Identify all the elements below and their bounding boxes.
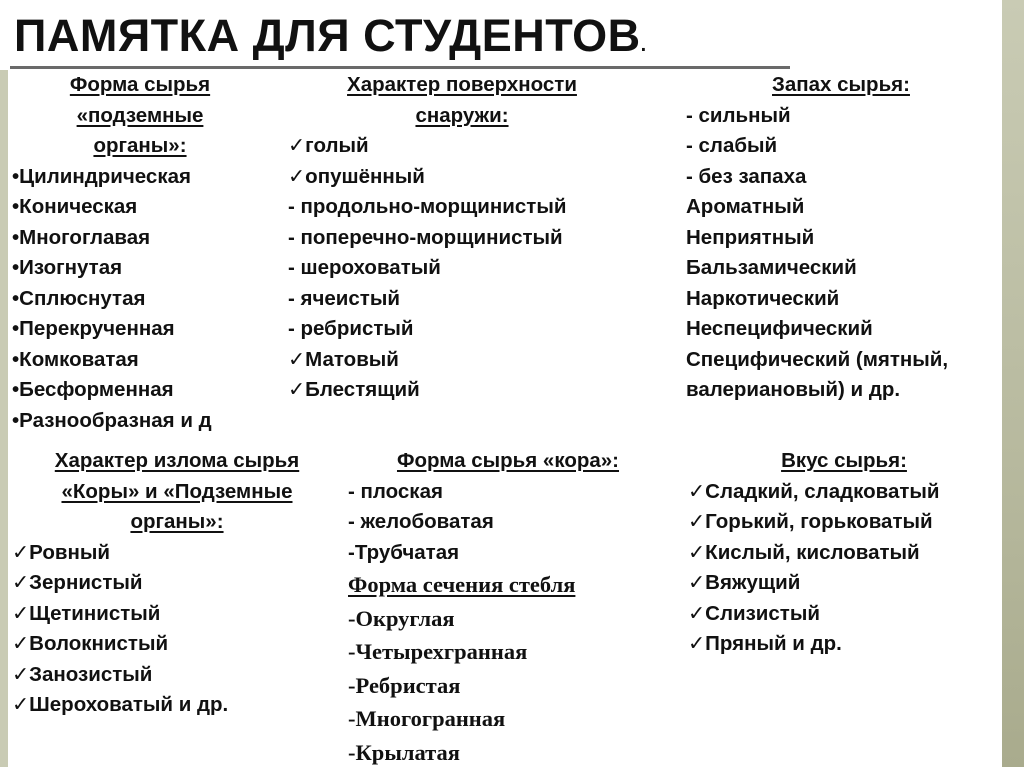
- decorative-left-bar: [0, 70, 8, 767]
- list-item: - без запаха: [686, 162, 996, 193]
- column-surface: [288, 70, 636, 406]
- list-item: -Трубчатая: [348, 538, 668, 569]
- list-item: валериановый) и др.: [686, 375, 996, 406]
- list-item: •Многоглавая: [12, 223, 268, 254]
- column-heading: Характер излома сырья: [12, 446, 342, 477]
- list-item: - поперечно-морщинистый: [288, 223, 636, 254]
- column-fracture: [12, 446, 342, 721]
- column-heading: Запах сырья:: [686, 70, 996, 101]
- list-item: - ребристый: [288, 314, 636, 345]
- column-heading: Вкус сырья:: [688, 446, 1000, 477]
- list-item: -Крылатая: [348, 736, 668, 769]
- list-item: - слабый: [686, 131, 996, 162]
- list-item: Специфический (мятный,: [686, 345, 996, 376]
- list-item: •Разнообразная и д: [12, 406, 268, 437]
- column-root-shape: [12, 70, 268, 436]
- list-item: - ячеистый: [288, 284, 636, 315]
- column-taste: [688, 446, 1000, 660]
- list-item: •Коническая: [12, 192, 268, 223]
- list-item: •Цилиндрическая: [12, 162, 268, 193]
- list-item: - шероховатый: [288, 253, 636, 284]
- title-underline: [10, 66, 790, 69]
- list-item: ✓голый: [288, 131, 636, 162]
- list-item: ✓Слизистый: [688, 599, 1000, 630]
- decorative-right-bar: [1002, 0, 1024, 767]
- list-item: •Перекрученная: [12, 314, 268, 345]
- list-item: ✓Щетинистый: [12, 599, 342, 630]
- list-item: ✓Кислый, кисловатый: [688, 538, 1000, 569]
- column-smell: [686, 70, 996, 406]
- list-item: ✓Горький, горьковатый: [688, 507, 1000, 538]
- list-item: •Комковатая: [12, 345, 268, 376]
- list-item: Наркотический: [686, 284, 996, 315]
- list-item: ✓Ровный: [12, 538, 342, 569]
- column-heading: органы»:: [12, 507, 342, 538]
- list-item: - сильный: [686, 101, 996, 132]
- list-item: ✓Вяжущий: [688, 568, 1000, 599]
- list-item: ✓Зернистый: [12, 568, 342, 599]
- list-item: ✓Блестящий: [288, 375, 636, 406]
- list-item: Неспецифический: [686, 314, 996, 345]
- column-heading: «подземные: [12, 101, 268, 132]
- list-item: -Округлая: [348, 602, 668, 636]
- list-item: ✓Сладкий, сладковатый: [688, 477, 1000, 508]
- column-bark-shape: [348, 446, 668, 769]
- list-item: ✓Шероховатый и др.: [12, 690, 342, 721]
- list-item: ✓опушённый: [288, 162, 636, 193]
- column-heading: снаружи:: [288, 101, 636, 132]
- list-item: - продольно-морщинистый: [288, 192, 636, 223]
- list-item: Бальзамический: [686, 253, 996, 284]
- list-item: ✓Волокнистый: [12, 629, 342, 660]
- list-item: -Четырехгранная: [348, 635, 668, 669]
- column-heading: Характер поверхности: [288, 70, 636, 101]
- column-heading: органы»:: [12, 131, 268, 162]
- list-item: •Бесформенная: [12, 375, 268, 406]
- page-title: ПАМЯТКА ДЛЯ СТУДЕНТОВ.: [14, 8, 647, 73]
- list-item: Неприятный: [686, 223, 996, 254]
- column-heading: «Коры» и «Подземные: [12, 477, 342, 508]
- list-item: Ароматный: [686, 192, 996, 223]
- column-heading: Форма сырья: [12, 70, 268, 101]
- list-item: •Сплюснутая: [12, 284, 268, 315]
- stem-section-heading: Форма сечения стебля: [348, 568, 668, 602]
- list-item: •Изогнутая: [12, 253, 268, 284]
- list-item: - желобоватая: [348, 507, 668, 538]
- list-item: ✓Пряный и др.: [688, 629, 1000, 660]
- list-item: - плоская: [348, 477, 668, 508]
- list-item: ✓Матовый: [288, 345, 636, 376]
- column-heading: Форма сырья «кора»:: [348, 446, 668, 477]
- list-item: -Многогранная: [348, 702, 668, 736]
- list-item: -Ребристая: [348, 669, 668, 703]
- list-item: ✓Занозистый: [12, 660, 342, 691]
